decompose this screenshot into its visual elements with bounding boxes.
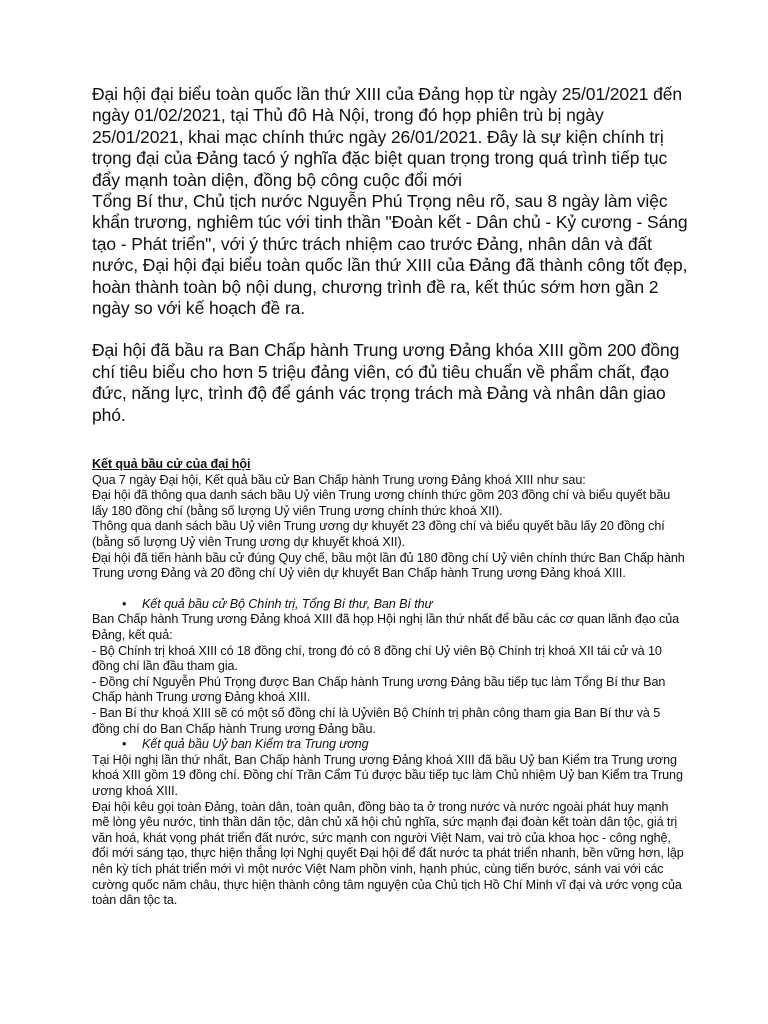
politburo-bullet-title: Kết quả bầu cử Bộ Chính trị, Tổng Bí thư, Ban Bí thư — [142, 596, 433, 611]
results-heading: Kết quả bầu cử của đại hội — [92, 457, 251, 472]
bullet-icon: • — [122, 737, 127, 752]
results-line: Thông qua danh sách bầu Uỷ viên Trung ương dự khuyết 23 đồng chí và biểu quyết bầu lấy 20 đồng chí (bằng số lượng Uỷ viên Trung ương dự khuyết khoá XII). — [92, 519, 665, 550]
intro-paragraph-2: Tổng Bí thư, Chủ tịch nước Nguyễn Phú Trọng nêu rõ, sau 8 ngày làm việc khẩn trương, nghiêm túc với tinh thần "Đoàn kết - Dân chủ - Kỷ cương - Sáng tạo - Phát triển", với ý thức trách nhiệm cao trước Đảng, nhân dân và đất nước, Đại hội đại biểu toàn quốc lần thứ XIII của Đảng đã thành công tốt đẹp, hoàn thành toàn bộ nội dung, chương trình đề ra, kết thúc sớm hơn gần 2 ngày so với kế hoạch đề ra. — [92, 191, 688, 319]
closing-paragraph: Đại hội kêu gọi toàn Đảng, toàn dân, toàn quân, đồng bào ta ở trong nước và nước ngoài phát huy mạnh mẽ lòng yêu nước, tinh thần dân tộc, dân chủ xã hội chủ nghĩa, sức mạnh đại đoàn kết toàn dân tộc, giá trị văn hoá, khát vọng phát triển đất nước, sức mạnh con người Việt Nam, vai trò của khoa học - công nghệ, đổi mới sáng tạo, thực hiện thắng lợi Nghị quyết Đại hội để đất nước ta phát triển nhanh, bền vững hơn, lập nên kỳ tích phát triển mới vì một nước Việt Nam phồn vinh, hạnh phúc, cùng tiến bước, sánh vai với các cường quốc năm châu, thực hiện thành công tâm nguyện của Chủ tịch Hồ Chí Minh vĩ đại và ước vọng của toàn dân tộc ta. — [92, 799, 684, 908]
results-line: Đại hội đã tiến hành bầu cử đúng Quy chế, bầu một lần đủ 180 đồng chí Uỷ viên chính thức Ban Chấp hành Trung ương Đảng và 20 đồng chí Uỷ viên dự khuyết Ban Chấp hành Trung ương Đảng khoá XIII. — [92, 550, 685, 581]
inspection-line: Tại Hội nghị lần thứ nhất, Ban Chấp hành Trung ương Đảng khoá XIII đã bầu Uỷ ban Kiểm tra Trung ương khoá XIII gồm 19 đồng chí. Đồng chí Trần Cẩm Tú được bầu tiếp tục làm Chủ nhiệm Uỷ ban Kiểm tra Trung ương khoá XIII. — [92, 752, 683, 798]
results-line: Qua 7 ngày Đại hội, Kết quả bầu cử Ban Chấp hành Trung ương Đảng khoá XIII như sau: — [92, 472, 586, 487]
bullet-icon: • — [122, 596, 127, 611]
inspection-bullet-title: Kết quả bầu Uỷ ban Kiểm tra Trung ương — [142, 737, 369, 752]
politburo-bullet — [92, 597, 688, 613]
intro-paragraph-3: Đại hội đã bầu ra Ban Chấp hành Trung ương Đảng khóa XIII gồm 200 đồng chí tiêu biểu cho hơn 5 triệu đảng viên, có đủ tiêu chuẩn về phẩm chất, đạo đức, năng lực, trình độ để gánh vác trọng trách mà Đảng và nhân dân giao phó. — [92, 340, 680, 425]
politburo-line: - Đồng chí Nguyễn Phú Trọng được Ban Chấp hành Trung ương Đảng bầu tiếp tục làm Tổng Bí thư Ban Chấp hành Trung ương Đảng khoá XIII. — [92, 674, 666, 705]
politburo-line: - Ban Bí thư khoá XIII sẽ có một số đồng chí là Uỷviên Bộ Chính trị phân công tham gia Ban Bí thư và 5 đồng chí do Ban Chấp hành Trung ương Đảng bầu. — [92, 706, 661, 736]
results-line: Đại hội đã thông qua danh sách bầu Uỷ viên Trung ương chính thức gồm 203 đồng chí và biểu quyết bầu lấy 180 đồng chí (bằng số lượng Uỷ viên Trung ương chính thức khoá XII). — [92, 488, 671, 518]
results-section — [92, 457, 688, 909]
politburo-line: Ban Chấp hành Trung ương Đảng khoá XIII đã họp Hội nghị lần thứ nhất để bầu các cơ quan lãnh đạo của Đảng, kết quả: — [92, 612, 680, 643]
intro-paragraph-1: Đại hội đại biểu toàn quốc lần thứ XIII của Đảng họp từ ngày 25/01/2021 đến ngày 01/02/2021, tại Thủ đô Hà Nội, trong đó họp phiên trù bị ngày 25/01/2021, khai mạc chính thức ngày 26/01/2021. Đây là sự kiện chính trị trọng đại của Đảng tacó ý nghĩa đặc biệt quan trọng trong quá trình tiếp tục đẩy mạnh toàn diện, đồng bộ công cuộc đổi mới — [92, 84, 682, 190]
intro-section — [92, 84, 688, 426]
politburo-line: - Bộ Chính trị khoá XIII có 18 đồng chí, trong đó có 8 đồng chí Uỷ viên Bộ Chính trị khoá XII tái cử và 10 đồng chí lần đầu tham gia. — [92, 643, 662, 674]
inspection-bullet — [92, 737, 688, 753]
